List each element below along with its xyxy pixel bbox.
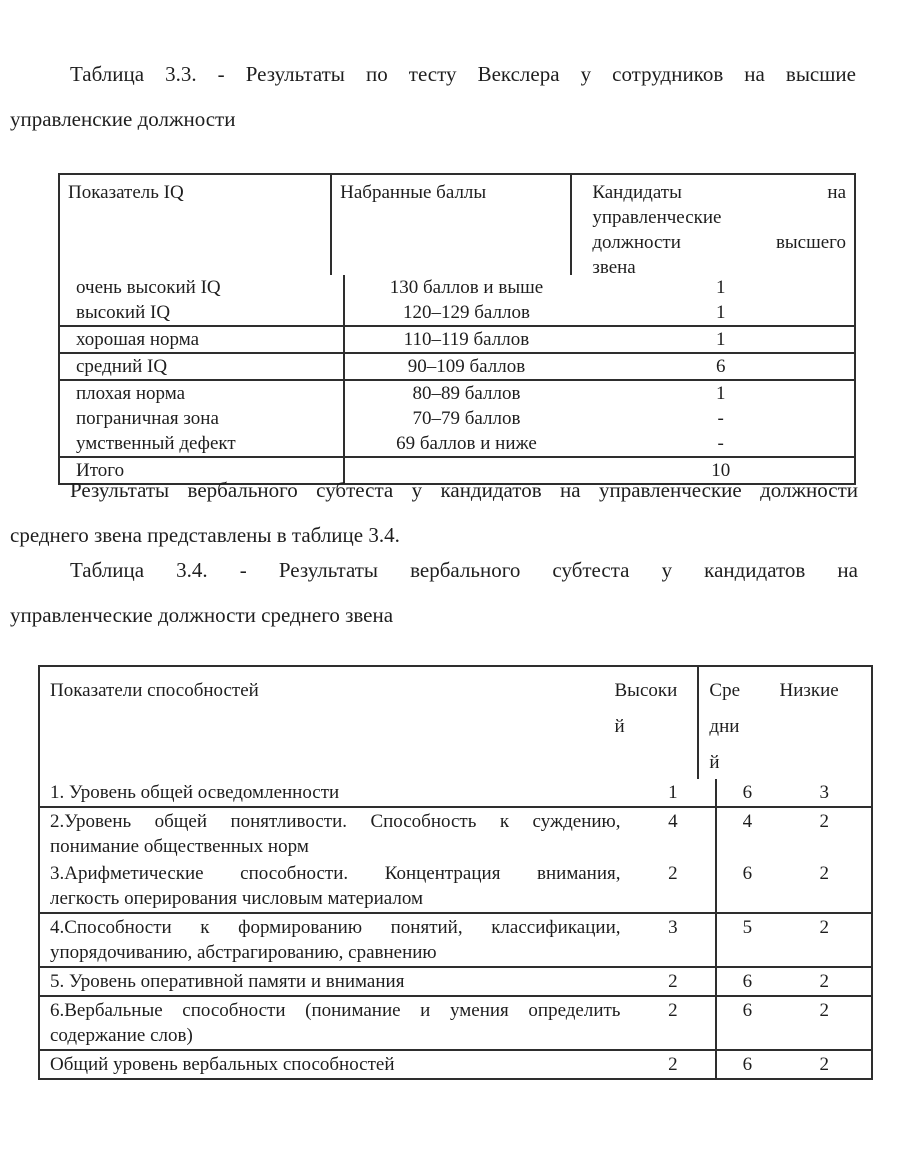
score-range: 130 баллов и выше <box>389 277 544 298</box>
medium-count: 4 <box>715 808 777 860</box>
high-count: 4 <box>668 811 678 832</box>
body-paragraph <box>10 468 858 558</box>
low-count: 2 <box>819 1000 830 1021</box>
candidate-count: 1 <box>715 383 726 404</box>
medium-count: 6 <box>715 968 777 995</box>
ability-label: 5. Уровень оперативной памяти и внимания <box>50 971 405 992</box>
paragraph-line: Результаты вербального субтеста у кандидатов на управленческие должности <box>70 478 858 502</box>
table-row <box>40 860 871 914</box>
high-count: 1 <box>668 782 678 803</box>
table-row-group <box>60 327 854 354</box>
score-range: 110–119 баллов <box>403 329 530 350</box>
table-row <box>40 808 871 860</box>
table-3-3-caption <box>10 52 856 142</box>
score-range: 70–79 баллов <box>412 408 521 429</box>
candidate-count: 6 <box>715 356 726 377</box>
header-cell-ability-indicators: Показатели способностей <box>50 680 259 701</box>
medium-count: 6 <box>715 997 777 1049</box>
table-3-4 <box>38 665 873 1080</box>
low-count: 3 <box>819 782 830 803</box>
high-count: 2 <box>668 1054 678 1075</box>
score-range: 90–109 баллов <box>407 356 526 377</box>
header-line: управленческие <box>592 207 722 228</box>
table-3-3-header-row <box>60 175 854 278</box>
table-3-4-caption <box>10 548 858 638</box>
medium-count: 6 <box>715 860 777 912</box>
iq-level-label: умственный дефект <box>76 433 236 454</box>
medium-count: 6 <box>715 1051 777 1078</box>
caption-line: управленские должности <box>10 107 236 131</box>
high-count: 2 <box>668 971 678 992</box>
header-line: должности высшего <box>592 232 846 253</box>
candidate-count: - <box>717 433 724 454</box>
iq-level-label: плохая норма <box>76 383 186 404</box>
paragraph-line: среднего звена представлены в таблице 3.4. <box>10 523 400 547</box>
table-row-group <box>60 354 854 381</box>
header-cell-scores: Набранные баллы <box>340 182 487 203</box>
header-cell-high <box>609 667 698 779</box>
table-row <box>40 968 871 997</box>
candidate-count: 1 <box>715 329 726 350</box>
ability-label: 2.Уровень общей понятливости. Способность к суждению, <box>50 811 621 832</box>
ability-label: понимание общественных норм <box>50 836 309 857</box>
ability-label: содержание слов) <box>50 1025 193 1046</box>
header-line: дни <box>709 716 740 737</box>
header-cell-medium <box>697 667 768 779</box>
low-count: 2 <box>819 971 830 992</box>
low-count: 2 <box>819 863 830 884</box>
low-count: 2 <box>819 1054 830 1075</box>
ability-label: Общий уровень вербальных способностей <box>50 1054 395 1075</box>
candidate-count: 1 <box>715 277 726 298</box>
header-line: Сре <box>709 680 741 701</box>
ability-label: 3.Арифметические способности. Концентрация внимания, <box>50 863 621 884</box>
ability-label: упорядочиванию, абстрагированию, сравнению <box>50 942 437 963</box>
total-label: Итого <box>76 460 125 481</box>
header-cell-low: Низкие <box>779 680 839 701</box>
total-count: 10 <box>711 460 731 481</box>
table-row <box>40 914 871 968</box>
low-count: 2 <box>819 917 830 938</box>
ability-label: 1. Уровень общей осведомленности <box>50 782 340 803</box>
medium-count: 5 <box>715 914 777 966</box>
iq-level-label: пограничная зона <box>76 408 219 429</box>
low-count: 2 <box>819 811 830 832</box>
high-count: 2 <box>668 1000 678 1021</box>
score-range: 69 баллов и ниже <box>396 433 537 454</box>
iq-level-label: средний IQ <box>76 356 168 377</box>
medium-count: 6 <box>715 779 777 806</box>
header-line: Кандидаты на <box>592 182 846 203</box>
table-3-3 <box>58 173 856 485</box>
iq-level-label: очень высокий IQ <box>76 277 221 298</box>
header-line: звена <box>592 257 636 278</box>
ability-label: легкость оперирования числовым материалом <box>50 888 423 909</box>
table-row-group <box>60 381 854 458</box>
score-range: 120–129 баллов <box>402 302 530 323</box>
caption-line: Таблица 3.4. - Результаты вербального субтеста у кандидатов на <box>70 558 858 582</box>
header-cell-candidates <box>570 175 854 278</box>
table-3-4-header-row <box>40 667 871 779</box>
table-row <box>40 779 871 808</box>
ability-label: 4.Способности к формированию понятий, классификации, <box>50 917 621 938</box>
candidate-count: - <box>717 408 724 429</box>
caption-line: Таблица 3.3. - Результаты по тесту Векслера у сотрудников на высшие <box>70 62 856 86</box>
header-line: й <box>709 752 720 773</box>
ability-label: 6.Вербальные способности (понимание и умения определить <box>50 1000 621 1021</box>
header-line: Высоки <box>614 680 678 701</box>
iq-level-label: высокий IQ <box>76 302 171 323</box>
header-line: й <box>614 716 625 737</box>
table-row-group <box>60 275 854 327</box>
header-cell-iq-indicator: Показатель IQ <box>60 175 332 275</box>
candidate-count: 1 <box>715 302 726 323</box>
score-range: 80–89 баллов <box>412 383 521 404</box>
high-count: 3 <box>668 917 678 938</box>
iq-level-label: хорошая норма <box>76 329 200 350</box>
caption-line: управленческие должности среднего звена <box>10 603 394 627</box>
high-count: 2 <box>668 863 678 884</box>
table-summary-row <box>40 1051 871 1080</box>
table-row <box>40 997 871 1051</box>
